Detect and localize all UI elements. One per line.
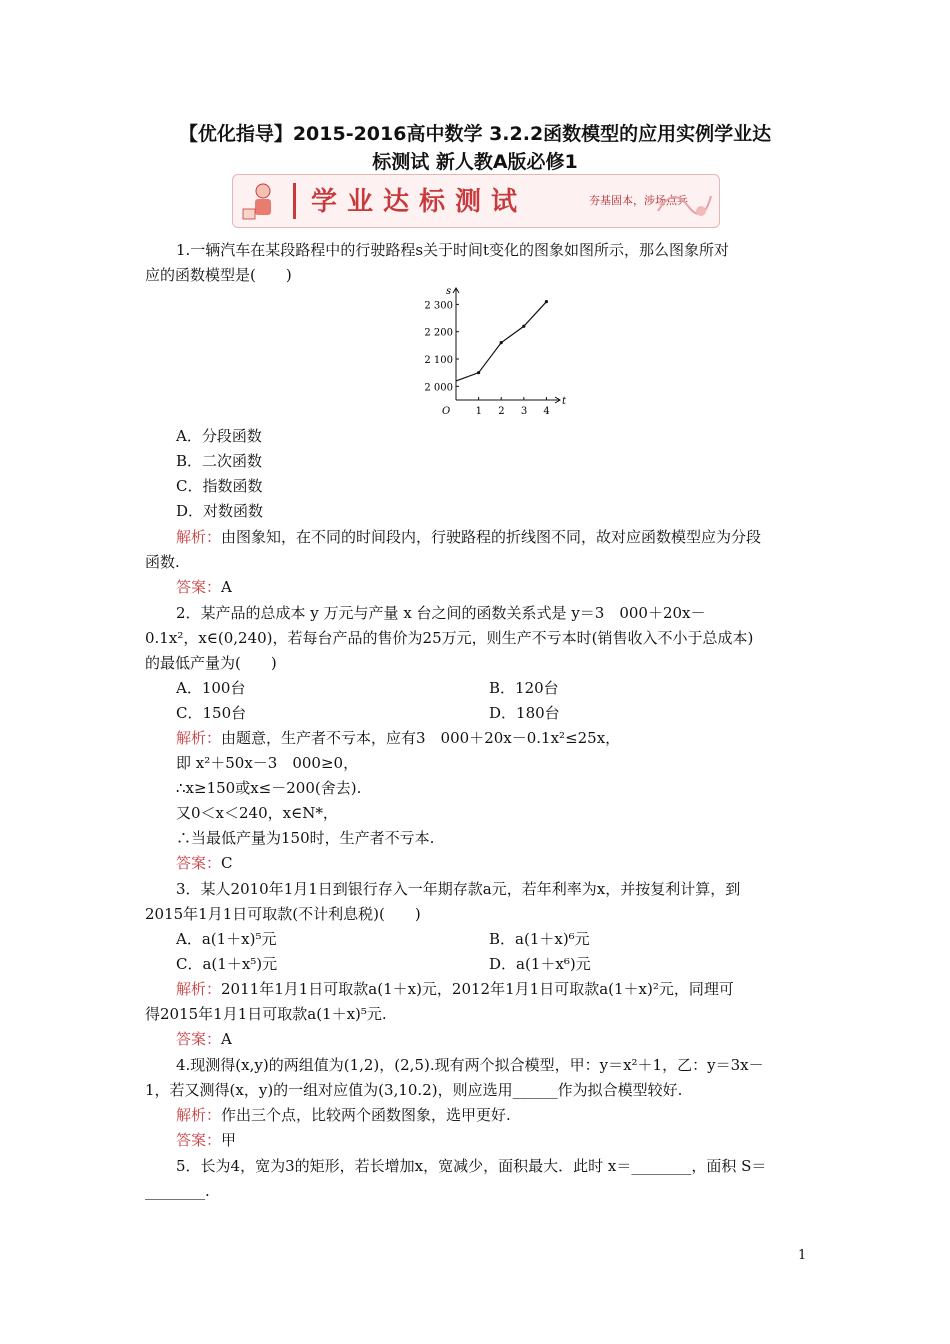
q4-stem-line1: 4.现测得(x,y)的两组值为(1,2)，(2,5).现有两个拟合模型，甲：y＝x²＋1，乙：y＝3x－ <box>176 1056 764 1074</box>
q2-option-c: C．150台 <box>176 704 247 722</box>
q2-answer <box>176 853 233 873</box>
student-figure-icon <box>241 179 285 223</box>
q4-analysis-label: 解析： <box>176 1106 222 1124</box>
q3-answer-value: A <box>221 1030 232 1048</box>
q2-answer-value: C <box>221 854 233 872</box>
q1-answer-label: 答案： <box>176 578 222 596</box>
q1-analysis-line2: 函数. <box>145 553 180 571</box>
banner-subtitle: 夯基固本，涉场点兵 <box>589 194 688 207</box>
q3-option-b: B．a(1＋x)⁶元 <box>489 930 590 948</box>
q4-stem-line2: 1，若又测得(x，y)的一组对应值为(3,10.2)，则应选用______作为拟合模型较好. <box>145 1081 683 1099</box>
q2-analysis-line1 <box>176 728 620 748</box>
page-number: 1 <box>798 1248 807 1263</box>
distance-time-chart <box>412 282 572 414</box>
data-point <box>522 325 525 328</box>
data-point <box>477 371 480 374</box>
q1-option-c: C．指数函数 <box>176 477 263 495</box>
banner-divider <box>293 183 296 219</box>
q2-analysis-line3: ∴x≥150或x≤－200(舍去). <box>176 779 362 797</box>
q3-analysis-text: 2011年1月1日可取款a(1＋x)元，2012年1月1日可取款a(1＋x)²元，同理可 <box>221 980 734 998</box>
x-tick-label: 1 <box>475 406 482 414</box>
q2-option-b: B．120台 <box>489 679 559 697</box>
q3-option-d: D．a(1＋x⁶)元 <box>489 955 591 973</box>
x-tick-label: 4 <box>543 406 550 414</box>
q1-analysis-label: 解析： <box>176 528 222 546</box>
q1-analysis-line1 <box>176 527 761 547</box>
q2-analysis-text: 由题意，生产者不亏本，应有3 000＋20x－0.1x²≤25x， <box>221 729 621 747</box>
q2-analysis-line4: 又0＜x＜240，x∈N*， <box>176 804 338 822</box>
q2-analysis-label: 解析： <box>176 729 222 747</box>
q4-answer <box>176 1130 236 1150</box>
q4-answer-label: 答案： <box>176 1131 222 1149</box>
q2-option-d: D．180台 <box>489 704 560 722</box>
q3-stem-line1: 3．某人2010年1月1日到银行存入一年期存款a元，若年利率为x，并按复利计算，到 <box>176 880 741 898</box>
x-tick-label: 2 <box>498 406 505 414</box>
data-point <box>500 341 503 344</box>
q1-option-d: D．对数函数 <box>176 502 264 520</box>
y-tick-label: 2 000 <box>424 382 453 394</box>
x-axis-label: t <box>562 396 567 407</box>
q3-analysis-label: 解析： <box>176 980 222 998</box>
section-banner <box>232 174 720 228</box>
q2-option-a: A．100台 <box>176 679 246 697</box>
q3-stem-line2: 2015年1月1日可取款(不计利息税)( ) <box>145 905 421 923</box>
q1-stem-line1: 1.一辆汽车在某段路程中的行驶路程s关于时间t变化的图象如图所示，那么图象所对 <box>176 241 730 259</box>
q2-analysis-line5: ∴当最低产量为150时，生产者不亏本. <box>176 829 435 847</box>
q1-option-a: A．分段函数 <box>176 427 262 445</box>
q1-stem-line2: 应的函数模型是( ) <box>145 266 292 284</box>
q4-answer-value: 甲 <box>221 1131 237 1149</box>
q5-stem-line2: ________. <box>145 1182 210 1200</box>
decorative-swirl-icon <box>653 181 713 221</box>
q5-stem-line1: 5．长为4，宽为3的矩形，若长增加x，宽减少，面积最大．此时 x＝________，面积 S＝ <box>176 1157 767 1175</box>
q2-stem-line2: 0.1x²，x∈(0,240)，若每台产品的售价为25万元，则生产不亏本时(销售收入不小于总成本) <box>145 629 754 647</box>
banner-title: 学业达标测试 <box>311 187 528 217</box>
q3-analysis-line2: 得2015年1月1日可取款a(1＋x)⁵元. <box>145 1005 387 1023</box>
q3-option-c: C．a(1＋x⁵)元 <box>176 955 278 973</box>
q1-answer-value: A <box>221 578 232 596</box>
y-tick-label: 2 200 <box>424 327 453 339</box>
data-point <box>545 300 548 303</box>
q1-analysis-text: 由图象知，在不同的时间段内，行驶路程的折线图不同，故对应函数模型应为分段 <box>221 528 762 546</box>
y-tick-label: 2 300 <box>424 300 453 312</box>
x-tick-label: 3 <box>520 406 528 414</box>
title-line-1: 【优化指导】2015-2016高中数学 3.2.2函数模型的应用实例学业达 <box>178 123 772 145</box>
q1-option-b: B．二次函数 <box>176 452 263 470</box>
y-axis-label: s <box>446 286 452 297</box>
q3-analysis-line1 <box>176 979 734 999</box>
origin-label: O <box>442 406 451 414</box>
q1-answer <box>176 577 232 597</box>
q3-option-a: A．a(1＋x)⁵元 <box>176 930 277 948</box>
q4-analysis-text: 作出三个点，比较两个函数图象，选甲更好. <box>221 1106 511 1124</box>
q2-stem-line1: 2．某产品的总成本 y 万元与产量 x 台之间的函数关系式是 y＝3 000＋20x－ <box>176 604 706 622</box>
q2-analysis-line2: 即 x²＋50x－3 000≥0， <box>176 754 359 772</box>
document-title <box>130 120 820 176</box>
title-line-2: 标测试 新人教A版必修1 <box>372 151 578 173</box>
q2-stem-line3: 的最低产量为( ) <box>145 654 277 672</box>
q2-answer-label: 答案： <box>176 854 222 872</box>
q3-answer <box>176 1029 232 1049</box>
q3-answer-label: 答案： <box>176 1030 222 1048</box>
y-tick-label: 2 100 <box>424 355 453 367</box>
q4-analysis <box>176 1105 511 1125</box>
